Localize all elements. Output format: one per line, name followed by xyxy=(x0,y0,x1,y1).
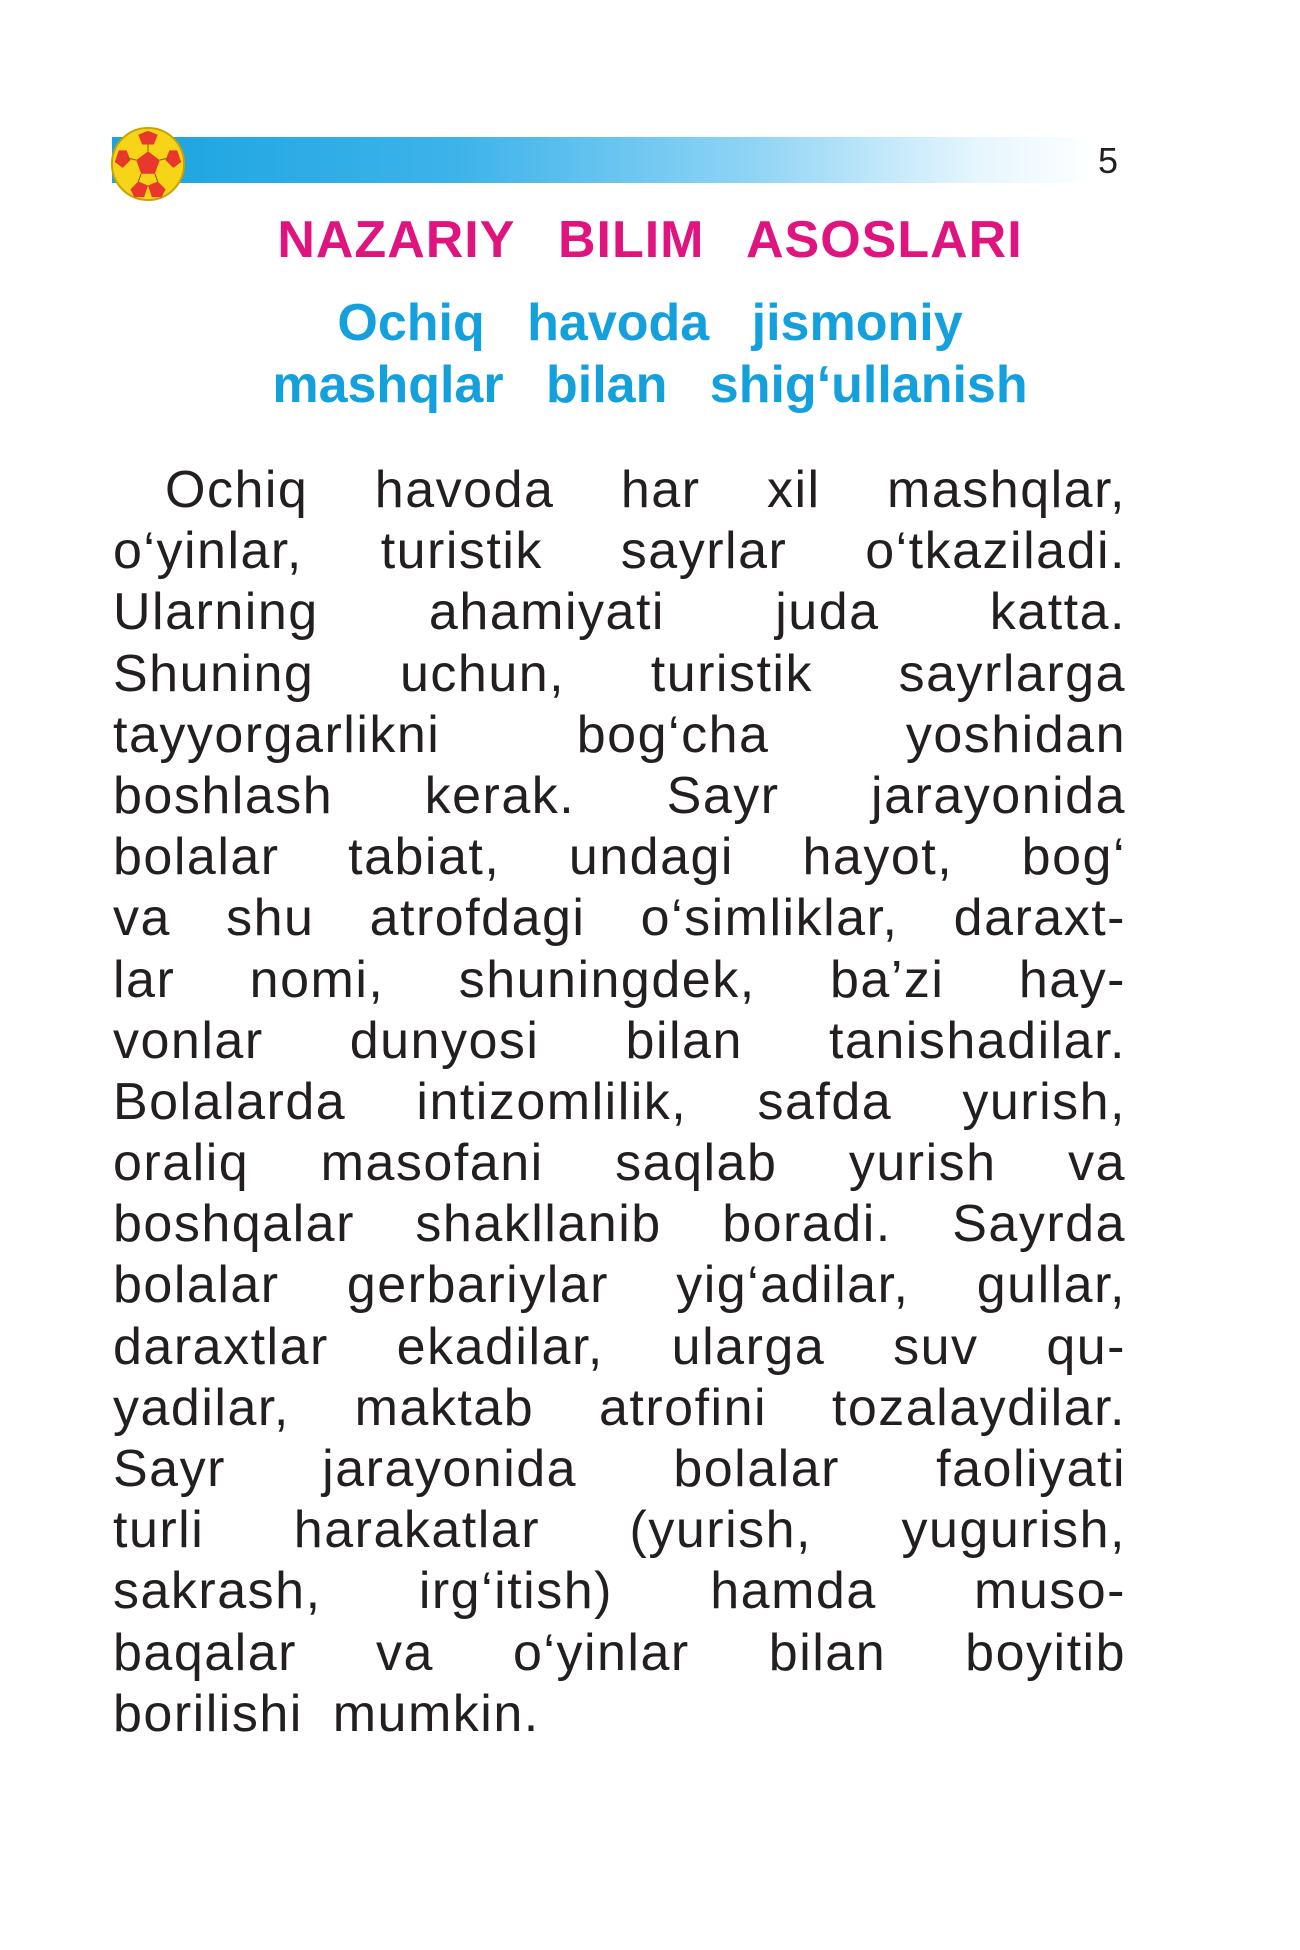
text-line: o‘yinlar, turistik sayrlar o‘tkaziladi. xyxy=(113,522,1126,581)
text-line: turli harakatlar (yurish, yugurish, xyxy=(113,1501,1126,1560)
text-line: va shu atrofdagi o‘simliklar, daraxt- xyxy=(113,889,1126,948)
text-line: Shuning uchun, turistik sayrlarga xyxy=(113,644,1126,703)
page-number: 5 xyxy=(1097,140,1118,181)
text-line: Sayr jarayonida bolalar faoliyati xyxy=(113,1440,1126,1498)
body-paragraph xyxy=(113,460,1126,1745)
header-band xyxy=(112,137,1097,183)
text-line: Ochiq havoda har xil mashqlar, xyxy=(165,461,1126,519)
text-line: tayyorgarlikni bog‘cha yoshidan xyxy=(113,705,1126,764)
subtitle-line-2: mashqlar bilan shig‘ullanish xyxy=(272,356,1028,414)
text-line: oraliq masofani saqlab yurish va xyxy=(113,1134,1126,1193)
text-line: yadilar, maktab atrofini tozalaydilar. xyxy=(113,1378,1126,1437)
text-line: sakrash, irg‘itish) hamda muso- xyxy=(113,1562,1126,1621)
text-line: Bolalarda intizomlilik, safda yurish, xyxy=(113,1072,1126,1131)
text-line: bolalar tabiat, undagi hayot, bog‘ xyxy=(113,828,1126,887)
text-line: vonlar dunyosi bilan tanishadilar. xyxy=(113,1011,1126,1070)
soccer-ball-icon xyxy=(109,125,187,203)
text-line: daraxtlar ekadilar, ularga suv qu- xyxy=(113,1317,1126,1376)
text-line: Ularning ahamiyati juda katta. xyxy=(113,583,1126,642)
section-title: NAZARIY BILIM ASOSLARI xyxy=(277,211,1023,269)
text-line: lar nomi, shuningdek, ba’zi hay- xyxy=(113,950,1126,1009)
text-line: borilishi mumkin. xyxy=(113,1684,540,1743)
subtitle xyxy=(0,292,1300,416)
text-line: bolalar gerbariylar yig‘adilar, gullar, xyxy=(113,1256,1126,1315)
text-line: boshqalar shakllanib boradi. Sayrda xyxy=(113,1195,1126,1254)
subtitle-line-1: Ochiq havoda jismoniy xyxy=(337,294,963,352)
text-line: boshlash kerak. Sayr jarayonida xyxy=(113,766,1126,825)
text-line: baqalar va o‘yinlar bilan boyitib xyxy=(113,1623,1126,1682)
